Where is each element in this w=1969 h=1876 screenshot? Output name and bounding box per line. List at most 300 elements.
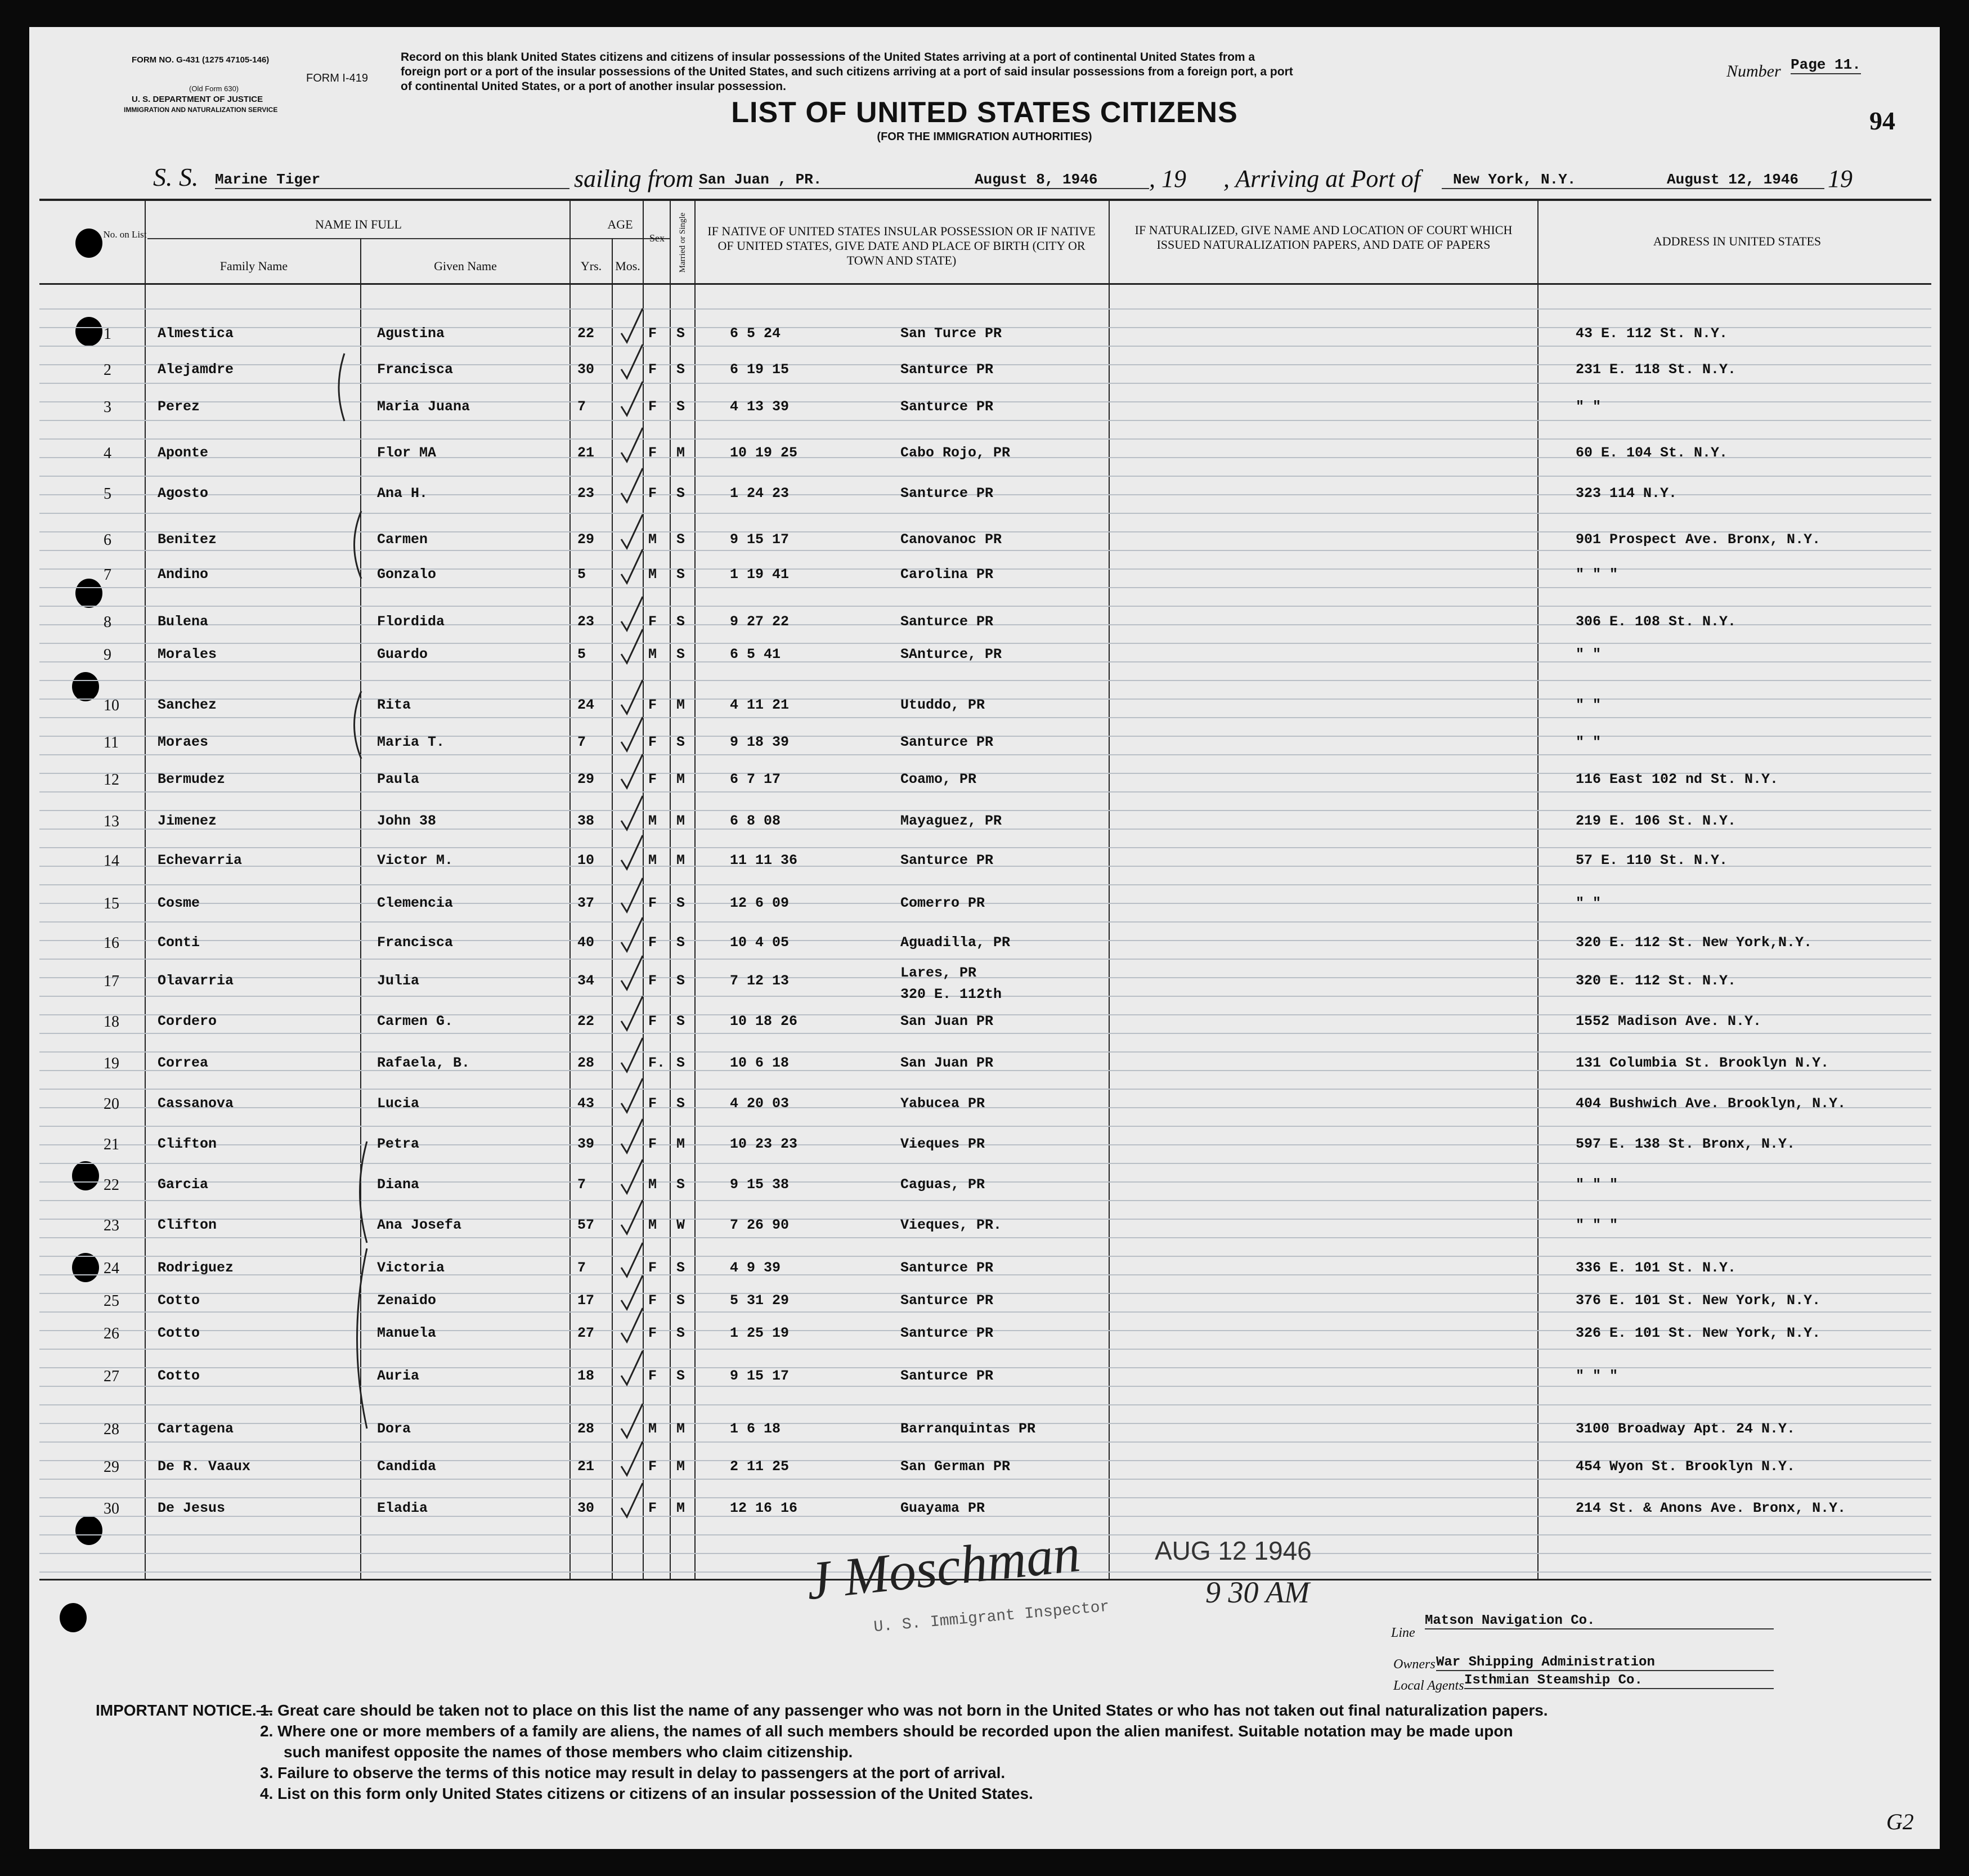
marital-status: M bbox=[676, 1136, 685, 1152]
birth-place: SAnturce, PR bbox=[900, 646, 1002, 662]
arrival-date: August 12, 1946 bbox=[1656, 171, 1824, 189]
sex: F bbox=[648, 445, 657, 461]
age-years: 27 bbox=[577, 1325, 595, 1341]
given-name: Diana bbox=[377, 1176, 420, 1193]
marital-status: S bbox=[676, 399, 685, 415]
age-years: 21 bbox=[577, 445, 595, 461]
birth-place: Coamo, PR bbox=[900, 771, 977, 787]
family-name: Cordero bbox=[158, 1013, 217, 1029]
check-mark bbox=[621, 1351, 643, 1385]
marital-status: S bbox=[676, 934, 685, 951]
agents-label: Local Agents bbox=[1393, 1678, 1464, 1693]
col-header-mos: Mos. bbox=[615, 259, 640, 273]
check-mark bbox=[621, 1404, 643, 1438]
given-name: Lucia bbox=[377, 1095, 420, 1112]
row-number: 21 bbox=[104, 1136, 119, 1153]
row-number: 30 bbox=[104, 1500, 119, 1517]
year-label-2: 19 bbox=[1828, 165, 1853, 192]
marital-status: S bbox=[676, 1325, 685, 1341]
address: 219 E. 106 St. N.Y. bbox=[1576, 813, 1737, 829]
marital-status: M bbox=[676, 771, 685, 787]
age-years: 18 bbox=[577, 1368, 595, 1384]
record-notice-line-2: foreign port or a port of the insular possessions of the United States, and such citizens arriving at a port of said insular possessions from a foreign port, a port bbox=[401, 65, 1293, 78]
page-title: LIST OF UNITED STATES CITIZENS bbox=[731, 96, 1238, 129]
given-name: Flor MA bbox=[377, 445, 437, 461]
number-value: Page 11. bbox=[1791, 56, 1861, 73]
sex: F bbox=[648, 973, 657, 989]
age-years: 23 bbox=[577, 485, 595, 502]
given-name: Francisca bbox=[377, 934, 454, 951]
sail-date: August 8, 1946 bbox=[885, 171, 1149, 189]
address: " " " bbox=[1576, 1368, 1618, 1384]
age-years: 5 bbox=[577, 646, 586, 662]
birth-date: 12 6 09 bbox=[730, 895, 790, 911]
punch-hole bbox=[60, 1603, 87, 1632]
age-years: 21 bbox=[577, 1458, 595, 1475]
address: 306 E. 108 St. N.Y. bbox=[1576, 614, 1737, 630]
department: U. S. DEPARTMENT OF JUSTICE bbox=[132, 95, 263, 104]
birth-date: 10 23 23 bbox=[730, 1136, 798, 1152]
marital-status: S bbox=[676, 1095, 685, 1112]
marital-status: M bbox=[676, 852, 685, 868]
birth-place: San Juan PR bbox=[900, 1013, 994, 1029]
check-mark bbox=[621, 629, 643, 663]
marital-status: S bbox=[676, 566, 685, 583]
row-number: 10 bbox=[104, 697, 119, 714]
birth-place: Santurce PR bbox=[900, 1260, 994, 1276]
check-mark bbox=[621, 917, 643, 951]
marital-status: M bbox=[676, 445, 685, 461]
sex: M bbox=[648, 531, 657, 548]
row-number: 22 bbox=[104, 1176, 119, 1194]
check-mark bbox=[621, 308, 643, 342]
notice-1: 1. Great care should be taken not to place on this list the name of any passenger who was not born in the United States or who has not taken out final naturalization papers. bbox=[260, 1702, 1548, 1719]
family-name: Rodriguez bbox=[158, 1260, 234, 1276]
sex: F bbox=[648, 934, 657, 951]
birth-place: Santurce PR bbox=[900, 361, 994, 378]
given-name: Rafaela, B. bbox=[377, 1055, 470, 1071]
row-number: 14 bbox=[104, 852, 119, 870]
birth-place: San German PR bbox=[900, 1458, 1011, 1475]
address: 1552 Madison Ave. N.Y. bbox=[1576, 1013, 1762, 1029]
birth-date: 9 15 17 bbox=[730, 531, 790, 548]
sex: M bbox=[648, 1217, 657, 1233]
marital-status: S bbox=[676, 973, 685, 989]
age-years: 22 bbox=[577, 325, 595, 342]
given-name: Zenaido bbox=[377, 1292, 437, 1309]
row-number: 1 bbox=[104, 325, 111, 343]
birth-date: 2 11 25 bbox=[730, 1458, 790, 1475]
sex: F bbox=[648, 1292, 657, 1309]
family-name: Andino bbox=[158, 566, 209, 583]
notice-3: 3. Failure to observe the terms of this notice may result in delay to passengers at the port of arrival. bbox=[260, 1764, 1006, 1781]
birth-place: Santurce PR bbox=[900, 614, 994, 630]
family-name: De Jesus bbox=[158, 1500, 226, 1516]
birth-place: Caguas, PR bbox=[900, 1176, 985, 1193]
inspector-signature: J Moschman bbox=[803, 1522, 1083, 1611]
address: 454 Wyon St. Brooklyn N.Y. bbox=[1576, 1458, 1796, 1475]
check-mark bbox=[621, 468, 643, 502]
row-number: 11 bbox=[104, 734, 119, 751]
check-mark bbox=[621, 1038, 643, 1072]
sex: F bbox=[648, 1368, 657, 1384]
age-years: 28 bbox=[577, 1421, 595, 1437]
check-mark bbox=[621, 680, 643, 714]
row-number: 7 bbox=[104, 566, 111, 584]
family-name: Agosto bbox=[158, 485, 209, 502]
marital-status: S bbox=[676, 1176, 685, 1193]
row-number: 8 bbox=[104, 614, 111, 631]
marital-status: S bbox=[676, 895, 685, 911]
col-header-birth: IF NATIVE OF UNITED STATES INSULAR POSSESSION OR IF NATIVE OF UNITED STATES, GIVE DATE AND PLACE OF BIRTH (CITY OR TOWN AND STATE) bbox=[707, 224, 1096, 267]
family-name: Cassanova bbox=[158, 1095, 234, 1112]
check-mark bbox=[621, 1483, 643, 1517]
row-number: 3 bbox=[104, 399, 111, 416]
check-mark bbox=[621, 1275, 643, 1309]
birth-place: Santurce PR bbox=[900, 1368, 994, 1384]
given-name: Francisca bbox=[377, 361, 454, 378]
row-number: 12 bbox=[104, 771, 119, 789]
birth-date: 10 4 05 bbox=[730, 934, 790, 951]
check-mark bbox=[621, 1243, 643, 1277]
check-mark bbox=[621, 796, 643, 830]
old-form: (Old Form 630) bbox=[189, 84, 239, 93]
birth-date: 1 19 41 bbox=[730, 566, 790, 583]
birth-place: Santurce PR bbox=[900, 734, 994, 750]
check-mark bbox=[621, 956, 643, 990]
sex: M bbox=[648, 1421, 657, 1437]
row-number: 6 bbox=[104, 531, 111, 549]
age-years: 24 bbox=[577, 697, 595, 713]
address: 901 Prospect Ave. Bronx, N.Y. bbox=[1576, 531, 1821, 548]
birth-date: 6 19 15 bbox=[730, 361, 790, 378]
sex: M bbox=[648, 566, 657, 583]
birth-place: Vieques PR bbox=[900, 1136, 985, 1152]
given-name: Dora bbox=[377, 1421, 411, 1437]
address: " " bbox=[1576, 697, 1602, 713]
notice-2a: 2. Where one or more members of a family are aliens, the names of all such members should be recorded upon the alien manifest. Suitable notation may be made upon bbox=[260, 1722, 1513, 1740]
service: IMMIGRATION AND NATURALIZATION SERVICE bbox=[124, 106, 278, 114]
birth-place: San Juan PR bbox=[900, 1055, 994, 1071]
line-value: Matson Navigation Co. bbox=[1425, 1613, 1774, 1629]
birth-place: Aguadilla, PR bbox=[900, 934, 1011, 951]
address: 231 E. 118 St. N.Y. bbox=[1576, 361, 1737, 378]
check-mark bbox=[621, 549, 643, 583]
birth-date: 6 5 24 bbox=[730, 325, 781, 342]
row-number: 15 bbox=[104, 895, 119, 912]
age-years: 39 bbox=[577, 1136, 595, 1152]
row-number: 13 bbox=[104, 813, 119, 830]
age-years: 57 bbox=[577, 1217, 595, 1233]
marital-status: S bbox=[676, 1055, 685, 1071]
notice-2b: such manifest opposite the names of those members who claim citizenship. bbox=[284, 1743, 853, 1761]
address: 57 E. 110 St. N.Y. bbox=[1576, 852, 1728, 868]
check-mark bbox=[621, 1119, 643, 1153]
sex: M bbox=[648, 852, 657, 868]
check-mark bbox=[621, 835, 643, 869]
given-name: Candida bbox=[377, 1458, 437, 1475]
given-name: John 38 bbox=[377, 813, 437, 829]
sex: F bbox=[648, 895, 657, 911]
family-name: Perez bbox=[158, 399, 200, 415]
age-years: 43 bbox=[577, 1095, 595, 1112]
age-years: 37 bbox=[577, 895, 595, 911]
address: 336 E. 101 St. N.Y. bbox=[1576, 1260, 1737, 1276]
given-name: Manuela bbox=[377, 1325, 437, 1341]
birth-place: Santurce PR bbox=[900, 485, 994, 502]
birth-date: 10 6 18 bbox=[730, 1055, 790, 1071]
family-name: Aponte bbox=[158, 445, 209, 461]
birth-date: 7 12 13 bbox=[730, 973, 790, 989]
marital-status: M bbox=[676, 697, 685, 713]
age-years: 30 bbox=[577, 1500, 595, 1516]
family-name: Bulena bbox=[158, 614, 209, 630]
family-name: Sanchez bbox=[158, 697, 217, 713]
age-years: 29 bbox=[577, 771, 595, 787]
birth-date: 5 31 29 bbox=[730, 1292, 790, 1309]
from-port: San Juan , PR. bbox=[699, 171, 885, 189]
address: 320 E. 112 St. N.Y. bbox=[1576, 973, 1737, 989]
address: 116 East 102 nd St. N.Y. bbox=[1576, 771, 1779, 787]
sex: F bbox=[648, 1136, 657, 1152]
given-name: Ana Josefa bbox=[377, 1217, 462, 1233]
col-header-family-name: Family Name bbox=[219, 259, 288, 273]
sex: F bbox=[648, 485, 657, 502]
agents-value: Isthmian Steamship Co. bbox=[1464, 1673, 1774, 1689]
sex: F bbox=[648, 1095, 657, 1112]
row-number: 20 bbox=[104, 1095, 119, 1113]
given-name: Agustina bbox=[377, 325, 445, 342]
row-number: 5 bbox=[104, 485, 111, 503]
sex: F bbox=[648, 325, 657, 342]
check-mark bbox=[621, 717, 643, 751]
col-header-yrs: Yrs. bbox=[580, 259, 602, 273]
address: 131 Columbia St. Brooklyn N.Y. bbox=[1576, 1055, 1829, 1071]
birth-place: Yabucea PR bbox=[900, 1095, 985, 1112]
family-name: Moraes bbox=[158, 734, 209, 750]
family-name: Cotto bbox=[158, 1368, 200, 1384]
given-name: Ana H. bbox=[377, 485, 428, 502]
birth-place-note: 320 E. 112th bbox=[900, 986, 1002, 1002]
age-years: 30 bbox=[577, 361, 595, 378]
birth-place: San Turce PR bbox=[900, 325, 1002, 342]
col-header-given-name: Given Name bbox=[434, 259, 497, 273]
family-name: Cotto bbox=[158, 1292, 200, 1309]
given-name: Maria T. bbox=[377, 734, 445, 750]
birth-place: Utuddo, PR bbox=[900, 697, 985, 713]
address: 326 E. 101 St. New York, N.Y. bbox=[1576, 1325, 1821, 1341]
birth-date: 6 7 17 bbox=[730, 771, 781, 787]
birth-place: Carolina PR bbox=[900, 566, 994, 583]
address: 3100 Broadway Apt. 24 N.Y. bbox=[1576, 1421, 1796, 1437]
check-mark bbox=[621, 1308, 643, 1342]
address: 60 E. 104 St. N.Y. bbox=[1576, 445, 1728, 461]
address: 214 St. & Anons Ave. Bronx, N.Y. bbox=[1576, 1500, 1846, 1516]
family-name: Garcia bbox=[158, 1176, 209, 1193]
col-header-married: Married or Single bbox=[678, 212, 687, 273]
birth-date: 9 27 22 bbox=[730, 614, 790, 630]
sheet-number: 94 bbox=[1869, 106, 1895, 135]
row-number: 23 bbox=[104, 1217, 119, 1234]
given-name: Gonzalo bbox=[377, 566, 437, 583]
col-header-address: ADDRESS IN UNITED STATES bbox=[1653, 234, 1822, 248]
row-number: 24 bbox=[104, 1260, 119, 1277]
sex: F bbox=[648, 614, 657, 630]
birth-place: Barranquintas PR bbox=[900, 1421, 1036, 1437]
marital-status: S bbox=[676, 734, 685, 750]
check-mark bbox=[621, 428, 643, 462]
age-years: 7 bbox=[577, 1176, 586, 1193]
family-name: Morales bbox=[158, 646, 217, 662]
notice-title: IMPORTANT NOTICE.— bbox=[96, 1702, 272, 1719]
address: " " bbox=[1576, 734, 1602, 750]
ss-label: S. S. bbox=[153, 163, 199, 191]
marital-status: S bbox=[676, 614, 685, 630]
number-label: Number bbox=[1726, 62, 1781, 80]
line-label: Line bbox=[1391, 1626, 1415, 1640]
given-name: Victoria bbox=[377, 1260, 445, 1276]
family-name: Correa bbox=[158, 1055, 209, 1071]
sex: F bbox=[648, 1458, 657, 1475]
family-name: Bermudez bbox=[158, 771, 226, 787]
year-label-1: , 19 bbox=[1149, 165, 1186, 192]
row-number: 17 bbox=[104, 973, 119, 990]
family-name: Almestica bbox=[158, 325, 234, 342]
birth-date: 9 18 39 bbox=[730, 734, 790, 750]
given-name: Paula bbox=[377, 771, 420, 787]
row-number: 28 bbox=[104, 1421, 119, 1438]
family-name: De R. Vaaux bbox=[158, 1458, 251, 1475]
row-number: 29 bbox=[104, 1458, 119, 1476]
sex: M bbox=[648, 1176, 657, 1193]
birth-place: Vieques, PR. bbox=[900, 1217, 1002, 1233]
sailing-label: sailing from bbox=[574, 165, 694, 192]
birth-date: 4 11 21 bbox=[730, 697, 790, 713]
family-name: Conti bbox=[158, 934, 200, 951]
sex: F bbox=[648, 734, 657, 750]
form-number: FORM NO. G-431 (1275 47105-146) bbox=[132, 55, 270, 65]
birth-date: 12 16 16 bbox=[730, 1500, 798, 1516]
row-number: 4 bbox=[104, 445, 111, 462]
given-name: Auria bbox=[377, 1368, 420, 1384]
age-years: 10 bbox=[577, 852, 595, 868]
given-name: Rita bbox=[377, 697, 411, 713]
birth-date: 9 15 38 bbox=[730, 1176, 790, 1193]
age-years: 28 bbox=[577, 1055, 595, 1071]
check-mark bbox=[621, 344, 643, 378]
birth-place: Canovanoc PR bbox=[900, 531, 1002, 548]
family-name: Olavarria bbox=[158, 973, 234, 989]
sex: F. bbox=[648, 1055, 666, 1071]
marital-status: W bbox=[676, 1217, 685, 1233]
check-mark bbox=[621, 1078, 643, 1112]
age-years: 7 bbox=[577, 734, 586, 750]
age-years: 7 bbox=[577, 399, 586, 415]
age-years: 29 bbox=[577, 531, 595, 548]
col-header-naturalized: IF NATURALIZED, GIVE NAME AND LOCATION OF COURT WHICH ISSUED NATURALIZATION PAPERS, AND DATE OF PAPERS bbox=[1134, 223, 1513, 252]
marital-status: M bbox=[676, 813, 685, 829]
address: " " " bbox=[1576, 566, 1618, 583]
birth-place: Santurce PR bbox=[900, 399, 994, 415]
row-number: 18 bbox=[104, 1013, 119, 1031]
sex: M bbox=[648, 813, 657, 829]
row-number: 16 bbox=[104, 934, 119, 952]
check-mark bbox=[621, 878, 643, 912]
marital-status: S bbox=[676, 1368, 685, 1384]
birth-place: Cabo Rojo, PR bbox=[900, 445, 1011, 461]
notice-4: 4. List on this form only United States citizens or citizens of an insular possession of the United States. bbox=[260, 1785, 1033, 1802]
sex: F bbox=[648, 1260, 657, 1276]
given-name: Julia bbox=[377, 973, 420, 989]
birth-place: Santurce PR bbox=[900, 1292, 994, 1309]
marital-status: S bbox=[676, 1013, 685, 1029]
birth-date: 11 11 36 bbox=[730, 852, 798, 868]
birth-date: 7 26 90 bbox=[730, 1217, 790, 1233]
address: " " " bbox=[1576, 1217, 1618, 1233]
col-header-name-in-full: NAME IN FULL bbox=[315, 217, 402, 231]
time-stamp: 9 30 AM bbox=[1205, 1575, 1309, 1609]
given-name: Eladia bbox=[377, 1500, 428, 1516]
birth-place: Guayama PR bbox=[900, 1500, 985, 1516]
row-number: 19 bbox=[104, 1055, 119, 1072]
address: 43 E. 112 St. N.Y. bbox=[1576, 325, 1728, 342]
form-id: FORM I-419 bbox=[306, 72, 369, 84]
birth-date: 4 9 39 bbox=[730, 1260, 781, 1276]
birth-date: 4 20 03 bbox=[730, 1095, 790, 1112]
address: 376 E. 101 St. New York, N.Y. bbox=[1576, 1292, 1821, 1309]
family-name: Clifton bbox=[158, 1136, 217, 1152]
owners-label: Owners bbox=[1393, 1657, 1436, 1672]
birth-place: Lares, PR bbox=[900, 965, 977, 981]
birth-date: 1 6 18 bbox=[730, 1421, 781, 1437]
col-header-age: AGE bbox=[607, 217, 633, 231]
birth-date: 10 19 25 bbox=[730, 445, 798, 461]
marital-status: M bbox=[676, 1500, 685, 1516]
page-subtitle: (FOR THE IMMIGRATION AUTHORITIES) bbox=[877, 131, 1092, 143]
given-name: Carmen bbox=[377, 531, 428, 548]
row-number: 26 bbox=[104, 1325, 119, 1342]
row-number: 27 bbox=[104, 1368, 119, 1385]
age-years: 38 bbox=[577, 813, 595, 829]
birth-date: 4 13 39 bbox=[730, 399, 790, 415]
check-mark bbox=[621, 514, 643, 548]
given-name: Flordida bbox=[377, 614, 445, 630]
check-mark bbox=[621, 382, 643, 415]
given-name: Petra bbox=[377, 1136, 420, 1152]
address: 597 E. 138 St. Bronx, N.Y. bbox=[1576, 1136, 1796, 1152]
family-name: Echevarria bbox=[158, 852, 243, 868]
birth-place: Santurce PR bbox=[900, 852, 994, 868]
address: " " bbox=[1576, 399, 1602, 415]
age-years: 17 bbox=[577, 1292, 595, 1309]
birth-place: Comerro PR bbox=[900, 895, 985, 911]
col-header-sex: Sex bbox=[649, 232, 665, 244]
sex: F bbox=[648, 361, 657, 378]
given-name: Carmen G. bbox=[377, 1013, 454, 1029]
address: 404 Bushwich Ave. Brooklyn, N.Y. bbox=[1576, 1095, 1846, 1112]
birth-date: 1 24 23 bbox=[730, 485, 790, 502]
check-mark bbox=[621, 996, 643, 1030]
record-notice-line-1: Record on this blank United States citizens and citizens of insular possessions of the United States arriving at a port of continental United States from a bbox=[401, 51, 1255, 64]
col-header-no: No. on List bbox=[103, 229, 147, 240]
age-years: 5 bbox=[577, 566, 586, 583]
family-name: Cartagena bbox=[158, 1421, 234, 1437]
address: " " bbox=[1576, 895, 1602, 911]
date-stamp: AUG 12 1946 bbox=[1155, 1536, 1312, 1565]
address: " " " bbox=[1576, 1176, 1618, 1193]
arrival-port: New York, N.Y. bbox=[1442, 171, 1656, 189]
birth-date: 6 8 08 bbox=[730, 813, 781, 829]
